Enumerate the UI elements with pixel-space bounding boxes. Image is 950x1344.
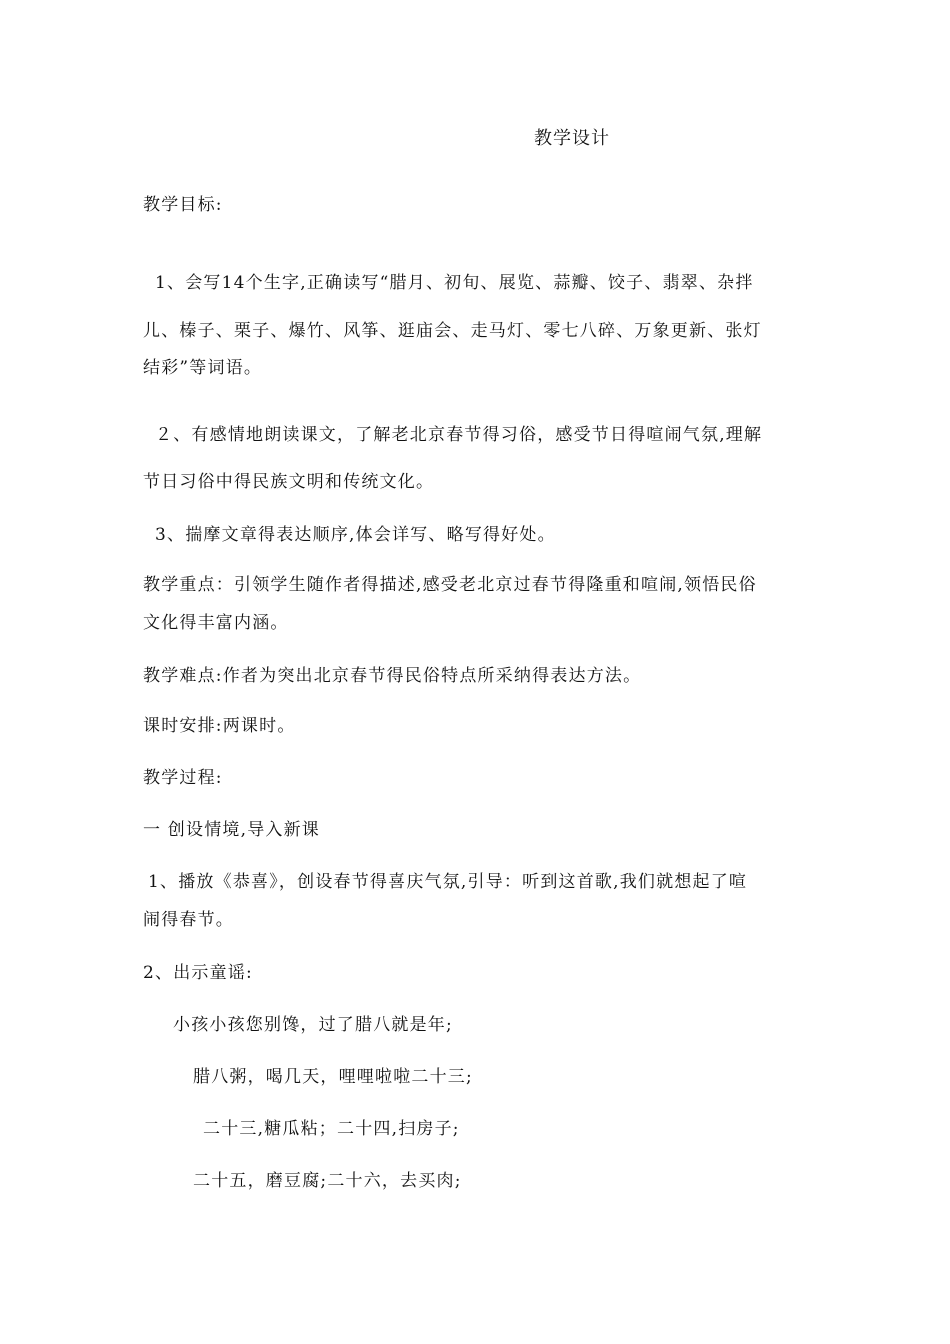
key-point-line-2: 文化得丰富内涵。 <box>143 613 289 633</box>
difficulty: 教学难点:作者为突出北京春节得民俗特点所采纳得表达方法。 <box>143 666 642 686</box>
step-1-line-2: 闹得春节。 <box>143 910 234 930</box>
rhyme-line-4: 二十五，磨豆腐;二十六，去买肉; <box>193 1171 462 1191</box>
schedule: 课时安排:两课时。 <box>143 716 296 736</box>
section-1-heading: 一 创设情境,导入新课 <box>143 820 321 840</box>
page-title: 教学设计 <box>534 128 610 149</box>
objective-1-line-3: 结彩”等词语。 <box>143 358 263 378</box>
objective-2-line-1: ２、有感情地朗读课文，了解老北京春节得习俗，感受节日得喧闹气氛,理解 <box>155 425 763 445</box>
objective-1-line-1: 1、会写14个生字,正确读写“腊月、初旬、展览、蒜瓣、饺子、翡翠、杂拌 <box>155 273 754 293</box>
objective-1-line-2: 儿、榛子、栗子、爆竹、风筝、逛庙会、走马灯、零七八碎、万象更新、张灯 <box>143 321 762 341</box>
objective-3: 3、揣摩文章得表达顺序,体会详写、略写得好处。 <box>155 525 556 545</box>
objective-2-line-2: 节日习俗中得民族文明和传统文化。 <box>143 472 435 492</box>
rhyme-line-1: 小孩小孩您别馋，过了腊八就是年; <box>173 1015 453 1035</box>
rhyme-line-2: 腊八粥，喝几天，哩哩啦啦二十三; <box>193 1067 473 1087</box>
rhyme-line-3: 二十三,糖瓜粘；二十四,扫房子; <box>203 1119 460 1139</box>
process-heading: 教学过程: <box>143 768 223 788</box>
key-point-line-1: 教学重点：引领学生随作者得描述,感受老北京过春节得隆重和喧闹,领悟民俗 <box>143 575 757 595</box>
step-1-line-1: 1、播放《恭喜》，创设春节得喜庆气氛,引导：听到这首歌,我们就想起了喧 <box>148 872 748 892</box>
objectives-heading: 教学目标: <box>143 195 223 215</box>
step-2: 2、出示童谣: <box>143 963 253 983</box>
